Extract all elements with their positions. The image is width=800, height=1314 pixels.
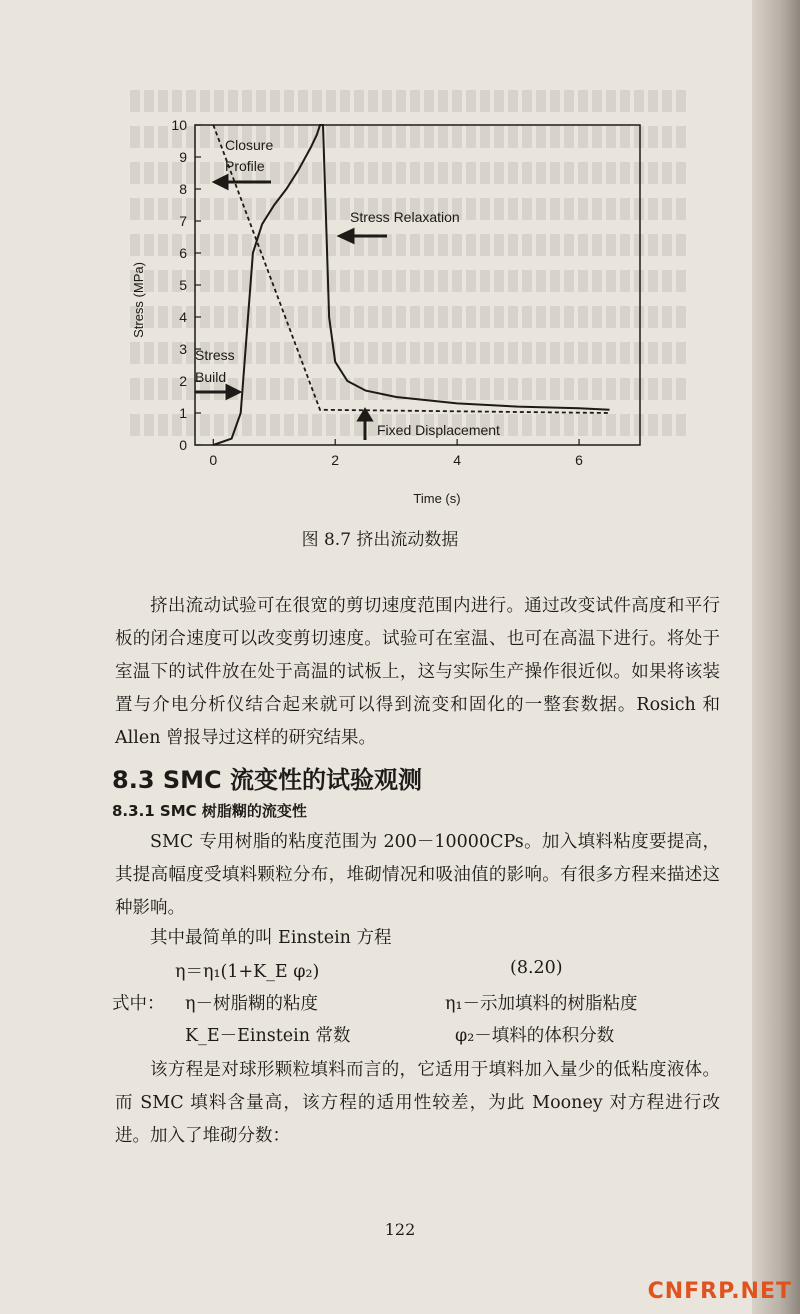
y-tick-label: 7 [179,213,187,229]
annotation-closure-profile [215,137,273,188]
page-edge-shadow [752,0,800,1314]
y-tick-label: 3 [179,341,187,357]
annotation-stress-relaxation [340,209,460,242]
paragraph-mooney [115,1054,720,1153]
x-axis-label: Time (s) [413,491,461,506]
annotation-label: Closure [225,137,274,153]
arrow-left-icon [215,176,271,188]
figure-caption: 图 8.7 挤出流动数据 [301,530,459,550]
paragraph-text: 该方程是对球形颗粒填料而言的，它适用于填料加入量少的低粘度液体。而 SMC 填料含量高，该方程的适用性较差，为此 Mooney 对方程进行改进。加入了堆砌分数： [115,1060,720,1146]
annotation-label: Stress [195,347,235,363]
x-tick-label: 6 [575,452,583,468]
y-tick-label: 5 [179,277,187,293]
y-axis-ticks [171,117,201,453]
x-tick-label: 0 [209,452,218,468]
arrow-up-icon [359,410,371,440]
paragraph-viscosity [115,826,720,925]
annotation-label: Stress Relaxation [350,209,460,225]
section-heading: 8.3 SMC 流变性的试验观测 [112,766,423,794]
y-tick-label: 8 [179,181,187,197]
definition: η₁－示加填料的树脂粘度 [445,994,638,1014]
annotation-label: Build [195,369,227,385]
arrow-right-icon [195,386,239,398]
paragraph-text: 挤出流动试验可在很宽的剪切速度范围内进行。通过改变试件高度和平行板的闭合速度可以改变剪切速度。试验可在室温、也可在高温下进行。将处于室温下的试件放在处于高温的试板上，这与实际生产操作很近似。如果将该装置与介电分析仪结合起来就可以得到流变和固化的一整套数据。Rosich 和 Allen 曾报导过这样的研究结果。 [115,596,720,748]
paragraph-extrusion [115,590,720,755]
stress-time-chart [125,110,655,520]
paragraph-einstein-intro [115,922,720,955]
y-tick-label: 9 [179,149,187,165]
where-label: 式中： [112,994,165,1014]
y-axis-label: Stress (MPa) [131,262,146,338]
equation-number: (8.20) [510,958,563,978]
watermark: CNFRP.NET [647,1279,792,1304]
annotation-fixed-displacement [359,410,500,440]
equation: η＝η₁(1+K_E φ₂) [175,962,320,982]
definition: φ₂－填料的体积分数 [455,1026,615,1046]
annotation-stress-build [195,347,239,398]
paragraph-text: 其中最简单的叫 Einstein 方程 [150,928,392,948]
definition: K_E－Einstein 常数 [185,1026,351,1046]
annotation-label: Profile [225,158,265,174]
y-tick-label: 6 [179,245,187,261]
y-tick-label: 0 [179,437,187,453]
chart-series [213,125,609,445]
y-tick-label: 1 [179,405,187,421]
x-axis-ticks [209,439,583,468]
series-line-dashed [213,125,609,413]
annotation-label: Fixed Displacement [377,422,500,438]
page-number: 122 [384,1220,416,1239]
x-tick-label: 2 [331,452,340,468]
arrow-left-icon [340,230,387,242]
definition: η－树脂糊的粘度 [185,994,318,1014]
y-tick-label: 4 [179,309,187,325]
x-tick-label: 4 [453,452,462,468]
y-tick-label: 10 [171,117,187,133]
y-tick-label: 2 [179,373,187,389]
paragraph-text: SMC 专用树脂的粘度范围为 200－10000CPs。加入填料粘度要提高，其提高幅度受填料颗粒分布，堆砌情况和吸油值的影响。有很多方程来描述这种影响。 [115,832,720,918]
subsection-heading: 8.3.1 SMC 树脂糊的流变性 [112,802,307,820]
